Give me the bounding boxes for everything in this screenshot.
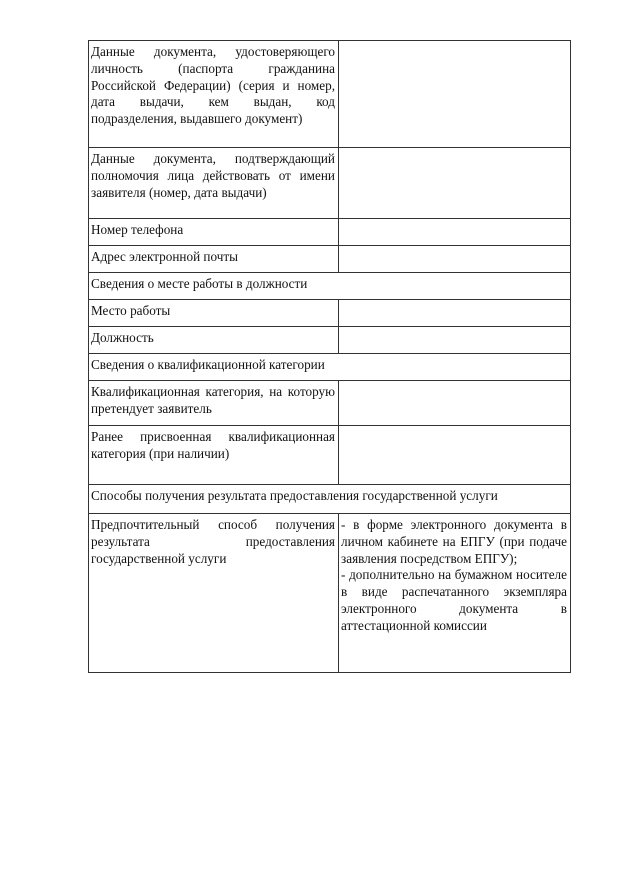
- application-form-page: [88, 40, 568, 673]
- authority-document-value[interactable]: [339, 148, 571, 219]
- table-row: [89, 273, 571, 300]
- email-value[interactable]: [339, 246, 571, 273]
- identity-document-value[interactable]: [339, 41, 571, 148]
- table-row: [89, 219, 571, 246]
- table-row: [89, 485, 571, 514]
- position-value[interactable]: [339, 327, 571, 354]
- requested-category-value[interactable]: [339, 381, 571, 426]
- previous-category-value[interactable]: [339, 426, 571, 485]
- qualification-section-header: Сведения о квалификационной категории: [89, 354, 571, 381]
- table-row: [89, 354, 571, 381]
- preferred-method-value: [339, 514, 571, 673]
- workplace-label: Место работы: [89, 300, 339, 327]
- identity-document-label: Данные документа, удостоверяющего личность (паспорта гражданина Российской Федерации) (серия и номер, дата выдачи, кем выдан, код подразделения, выдавшего документ): [89, 41, 339, 148]
- workplace-section-header: Сведения о месте работы в должности: [89, 273, 571, 300]
- phone-number-label: Номер телефона: [89, 219, 339, 246]
- authority-document-label: Данные документа, подтверждающий полномочия лица действовать от имени заявителя (номер, дата выдачи): [89, 148, 339, 219]
- table-row: [89, 300, 571, 327]
- workplace-value[interactable]: [339, 300, 571, 327]
- email-label: Адрес электронной почты: [89, 246, 339, 273]
- method-option-paper: - дополнительно на бумажном носителе в виде распечатанного экземпляра электронного документа в аттестационной комиссии: [341, 567, 567, 633]
- previous-category-label: Ранее присвоенная квалификационная категория (при наличии): [89, 426, 339, 485]
- table-row: [89, 514, 571, 673]
- table-row: [89, 381, 571, 426]
- table-row: [89, 246, 571, 273]
- method-option-epgu: - в форме электронного документа в личном кабинете на ЕПГУ (при подаче заявления посредством ЕПГУ);: [341, 517, 567, 566]
- table-row: [89, 327, 571, 354]
- table-row: [89, 148, 571, 219]
- position-label: Должность: [89, 327, 339, 354]
- result-methods-section-header: Способы получения результата предоставления государственной услуги: [89, 485, 571, 514]
- table-row: [89, 41, 571, 148]
- applicant-data-table: [88, 40, 571, 673]
- phone-number-value[interactable]: [339, 219, 571, 246]
- preferred-method-label: Предпочтительный способ получения результата предоставления государственной услуги: [89, 514, 339, 673]
- requested-category-label: Квалификационная категория, на которую претендует заявитель: [89, 381, 339, 426]
- table-row: [89, 426, 571, 485]
